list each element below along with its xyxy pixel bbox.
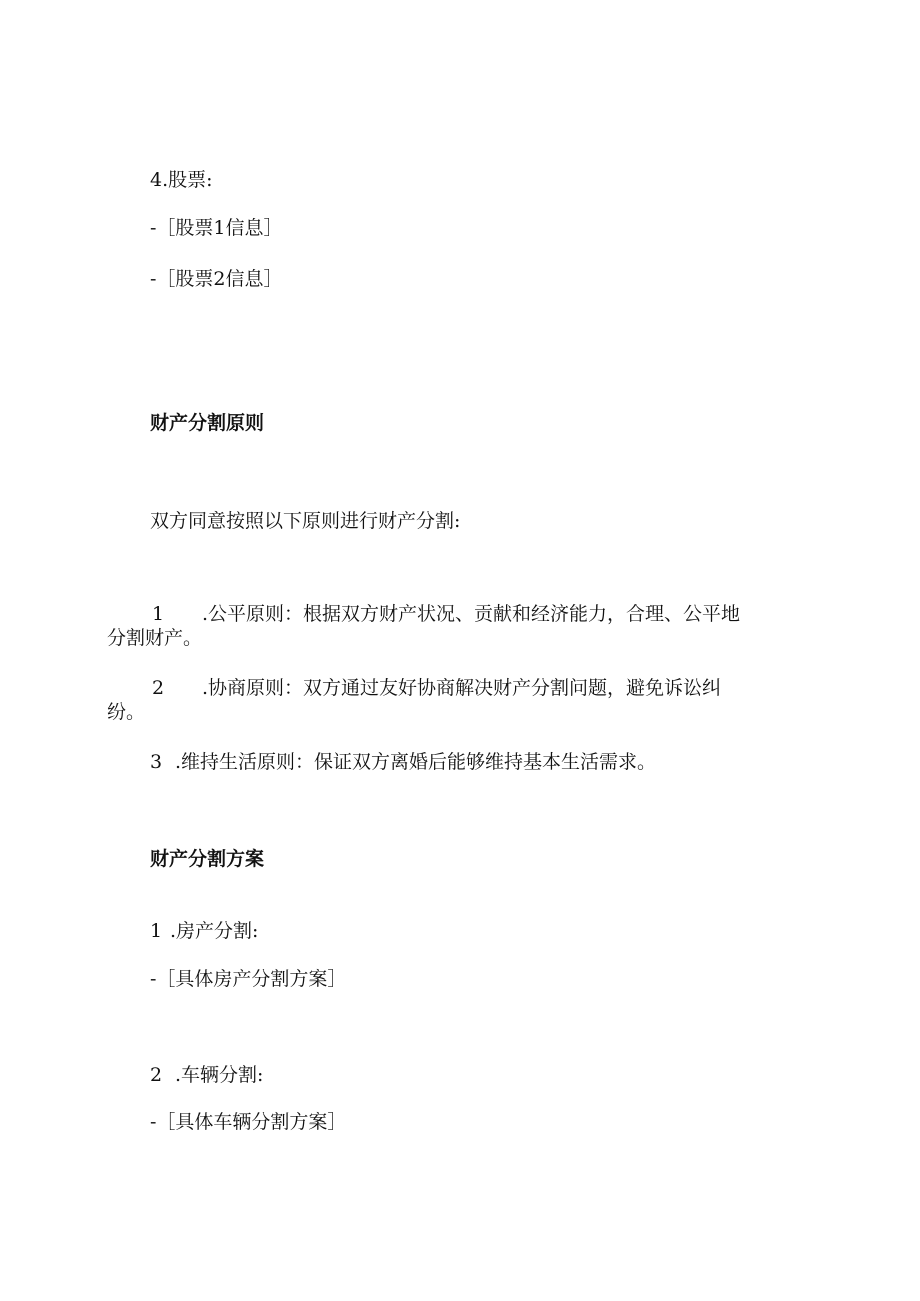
principle-text: .公平原则：根据双方财产状况、贡献和经济能力，合理、公平地 [202, 603, 741, 625]
plan-section-detail: -［具体车辆分割方案］ [150, 1111, 347, 1133]
principles-intro: 双方同意按照以下原则进行财产分割: [150, 510, 461, 532]
stock-item: -［股票1信息］ [150, 217, 283, 239]
principle-number: 1 [152, 603, 165, 625]
principles-title: 财产分割原则 [150, 412, 265, 434]
principle-text-continuation: 分割财产。 [107, 627, 203, 649]
principle-text-continuation: 纷。 [107, 701, 146, 723]
principle-number: 2 [152, 677, 165, 699]
principle-item [107, 602, 807, 650]
stock-item: -［股票2信息］ [150, 268, 283, 290]
plan-section-number: 2 [150, 1064, 163, 1086]
principle-item [150, 750, 656, 774]
plan-section-number: 1 [150, 920, 163, 942]
principle-item [107, 676, 807, 724]
plan-title: 财产分割方案 [150, 848, 265, 870]
principle-text: .维持生活原则：保证双方离婚后能够维持基本生活需求。 [175, 751, 657, 773]
stocks-heading: 4.股票: [150, 169, 213, 191]
plan-section-label: 2 .车辆分割: [150, 1064, 264, 1086]
principle-number: 3 [150, 751, 163, 773]
plan-section-label: 1 .房产分割: [150, 920, 259, 942]
plan-section-detail: -［具体房产分割方案］ [150, 968, 347, 990]
principle-text: .协商原则：双方通过友好协商解决财产分割问题，避免诉讼纠 [202, 677, 722, 699]
